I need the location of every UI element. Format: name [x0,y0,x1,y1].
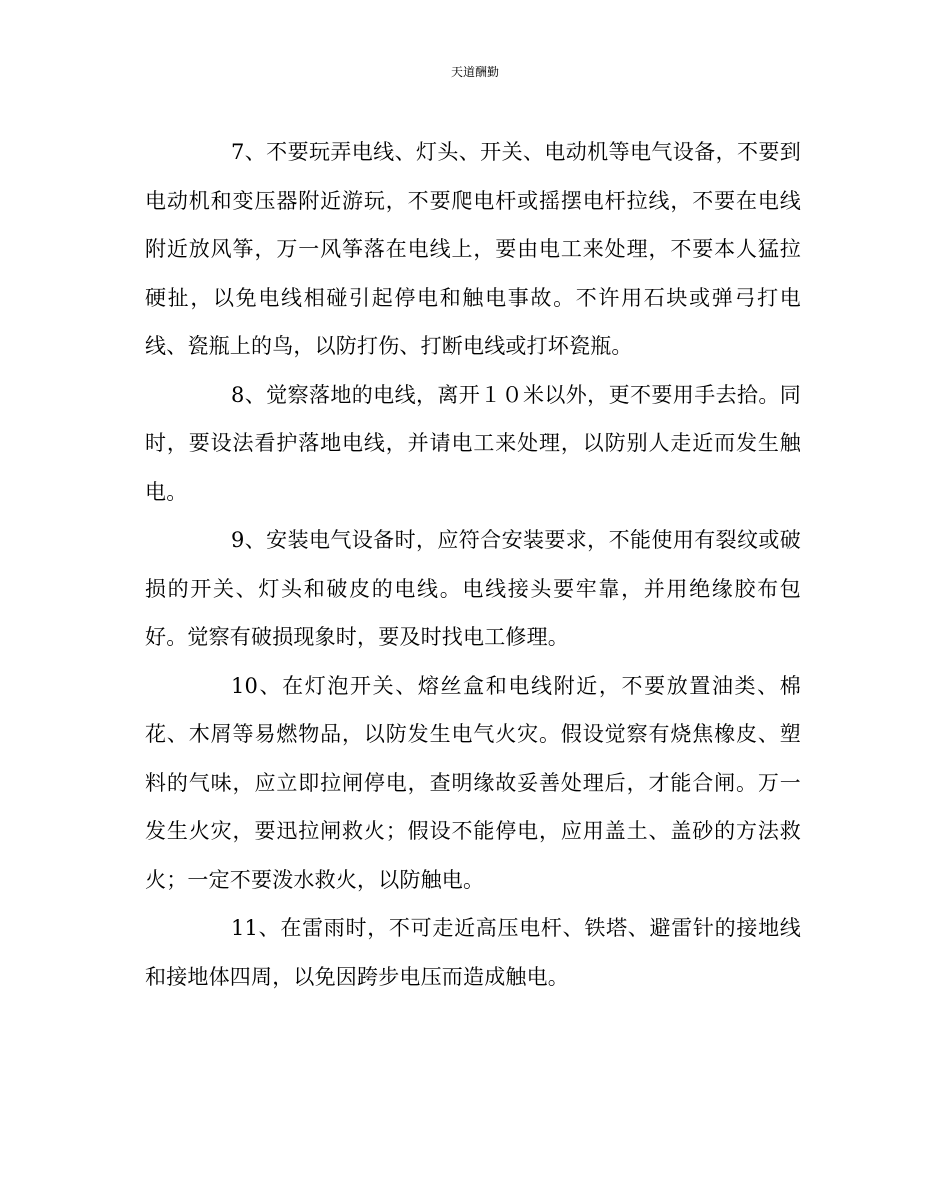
paragraph-9: 9、安装电气设备时，应符合安装要求，不能使用有裂纹或破损的开关、灯头和破皮的电线。电线接头要牢靠，并用绝缘胶布包好。觉察有破损现象时，要及时找电工修理。 [145,528,801,649]
paragraph-10: 10、在灯泡开关、熔丝盒和电线附近，不要放置油类、棉花、木屑等易燃物品，以防发生电气火灾。假设觉察有烧焦橡皮、塑料的气味，应立即拉闸停电，查明缘故妥善处理后，才能合闸。万一发生火灾，要迅拉闸救火；假设不能停电，应用盖土、盖砂的方法救火；一定不要泼水救火，以防触电。 [145,673,801,892]
document-body [145,128,801,1001]
page-header: 天道酬勤 [450,65,499,79]
paragraph-7: 7、不要玩弄电线、灯头、开关、电动机等电气设备，不要到电动机和变压器附近游玩，不要爬电杆或摇摆电杆拉线，不要在电线附近放风筝，万一风筝落在电线上，要由电工来处理，不要本人猛拉硬扯，以免电线相碰引起停电和触电事故。不许用石块或弹弓打电线、瓷瓶上的鸟，以防打伤、打断电线或打坏瓷瓶。 [145,140,801,358]
paragraph-11: 11、在雷雨时，不可走近高压电杆、铁塔、避雷针的接地线和接地体四周，以免因跨步电压而造成触电。 [145,916,801,989]
paragraph-8: 8、觉察落地的电线，离开１０米以外，更不要用手去拾。同时，要设法看护落地电线，并请电工来处理，以防别人走近而发生触电。 [145,382,801,504]
